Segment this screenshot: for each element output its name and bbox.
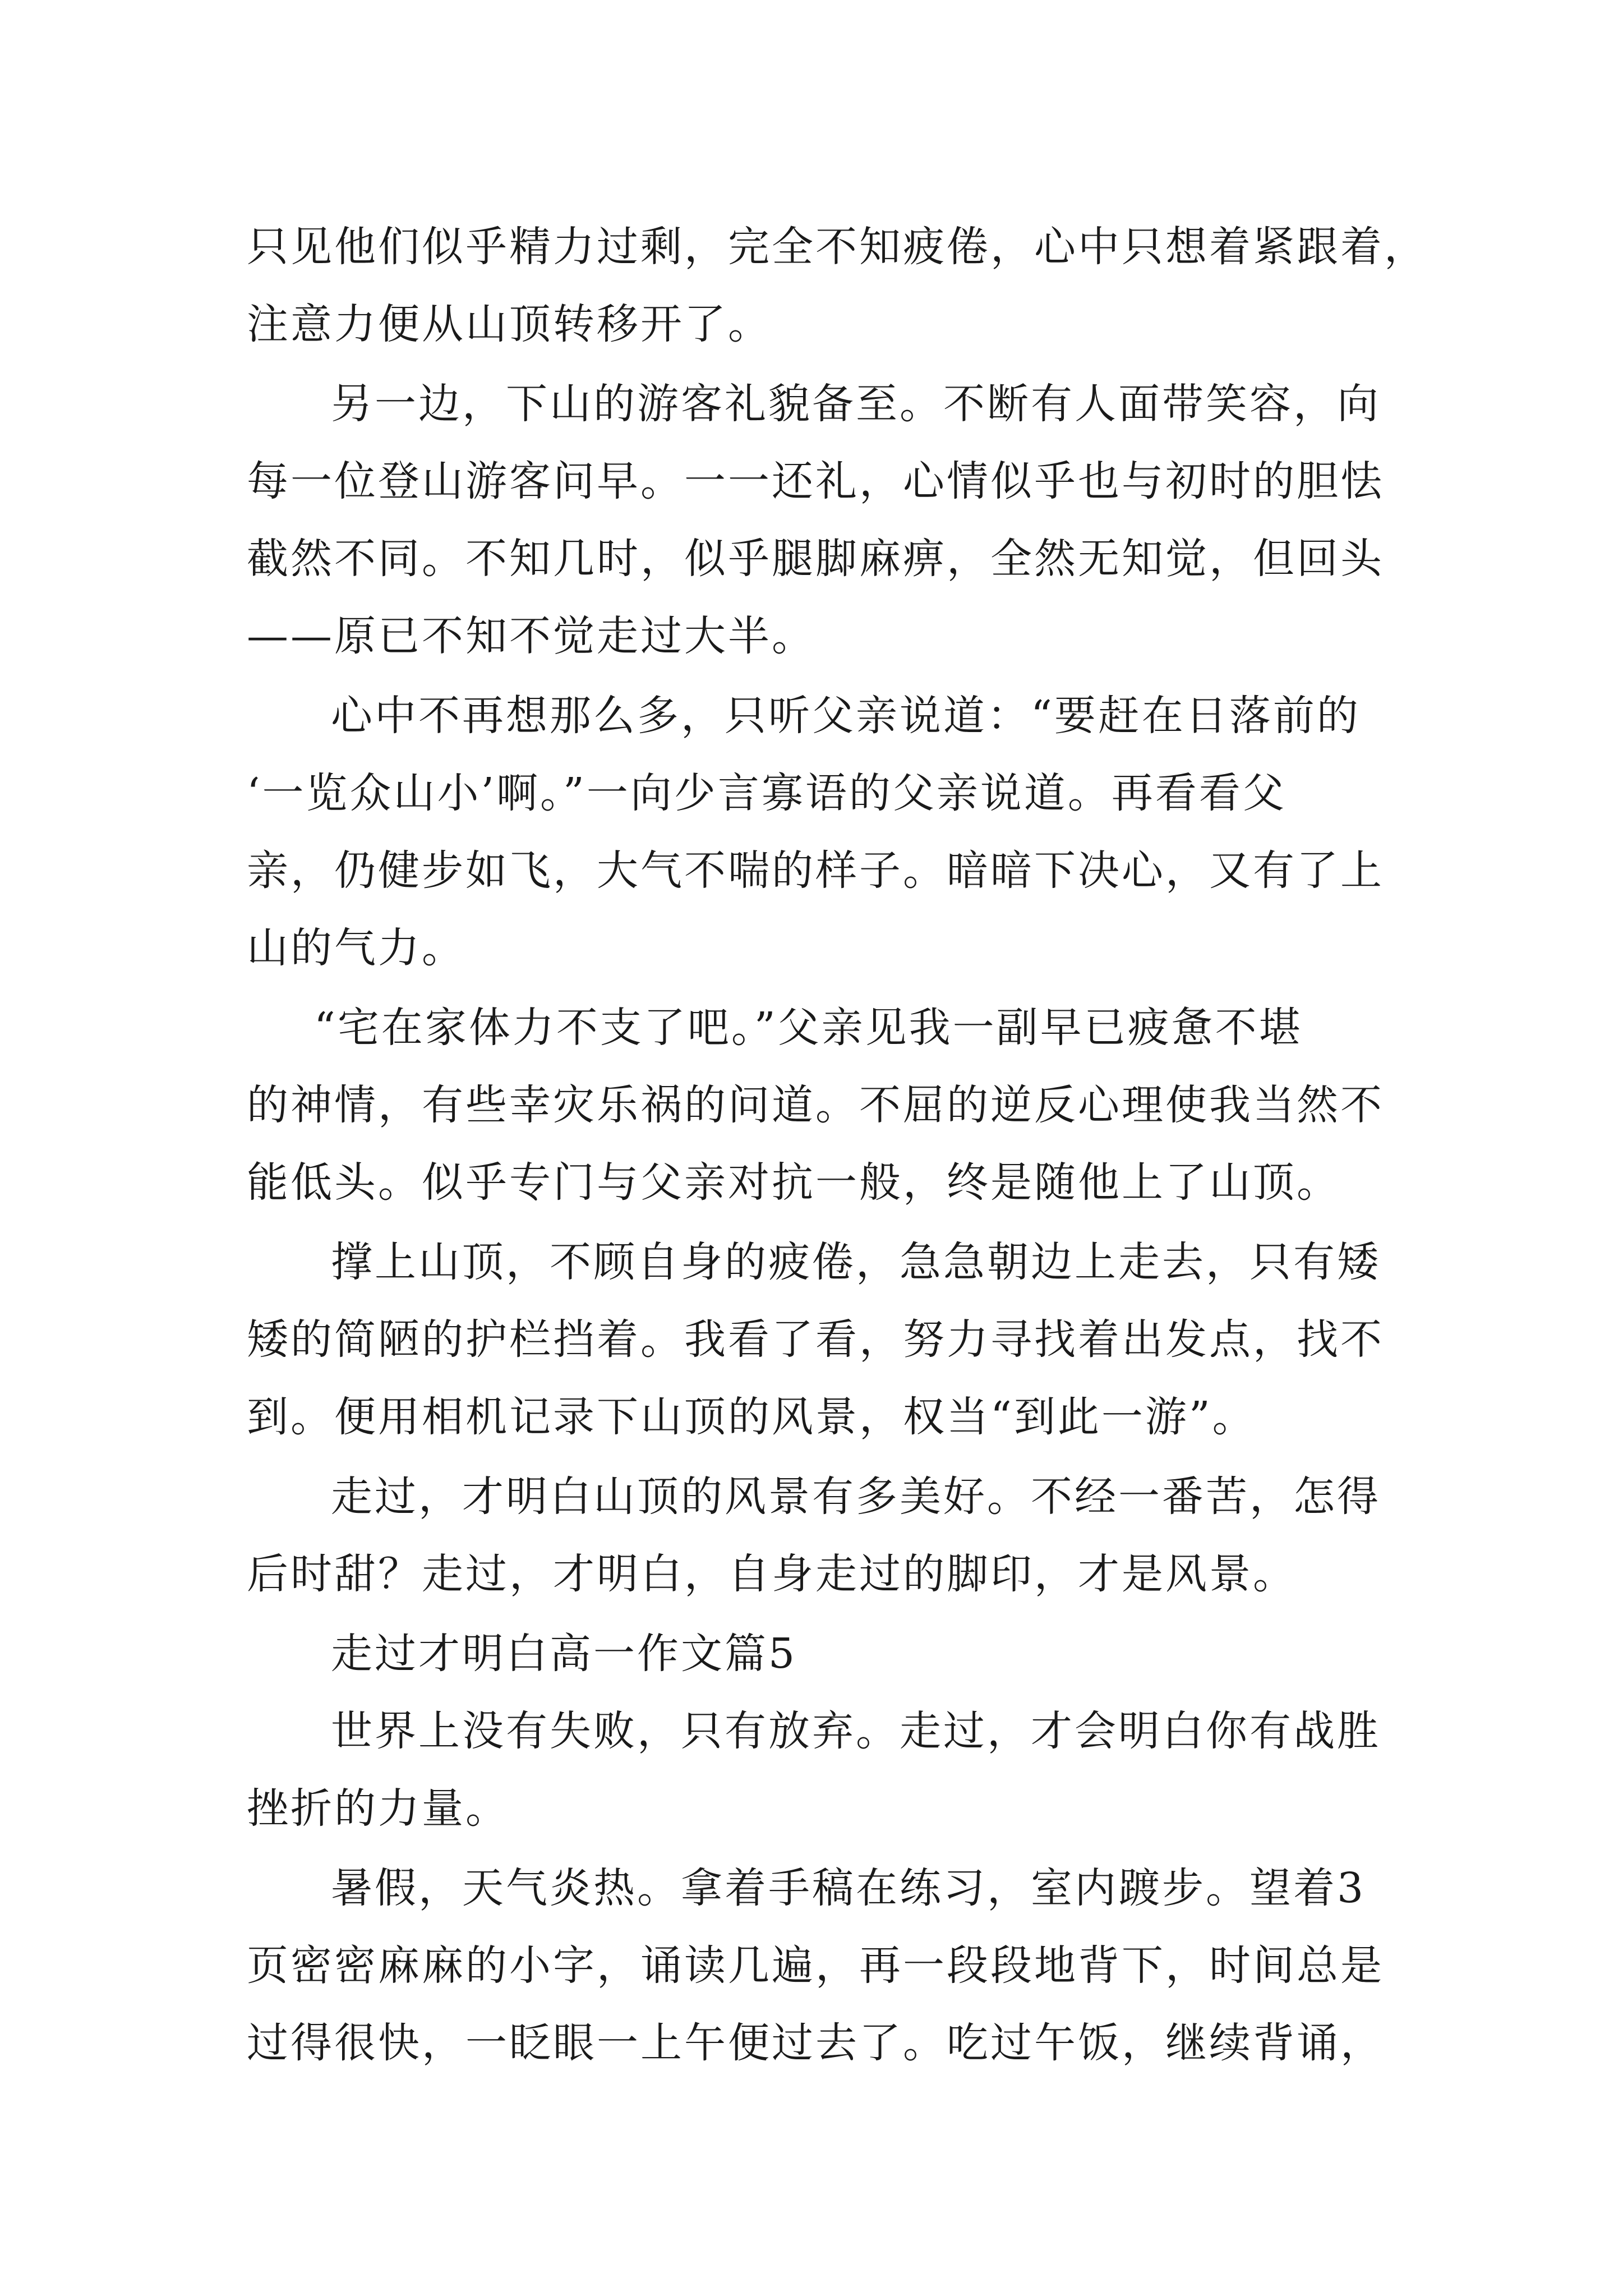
text-line: 心中不再想那么多，只听父亲说道：“要赶在日落前的 xyxy=(331,692,1361,740)
text-line: 每一位登山游客问早。一一还礼，心情似乎也与初时的胆怯 xyxy=(247,457,1384,505)
text-line: 只见他们似乎精力过剩，完全不知疲倦，心中只想着紧跟着， xyxy=(247,223,1428,271)
text-line: ——原已不知不觉走过大半。 xyxy=(247,612,815,660)
text-line: 后时甜？走过，才明白，自身走过的脚印，才是风景。 xyxy=(247,1550,1297,1598)
text-line: 暑假，天气炎热。拿着手稿在练习，室内踱步。望着3 xyxy=(331,1864,1366,1912)
text-line: “宅在家体力不支了吧。”父亲见我一副早已疲惫不堪 xyxy=(314,1004,1303,1052)
text-line: 注意力便从山顶转移开了。 xyxy=(247,300,772,348)
text-line: 矮的简陋的护栏挡着。我看了看，努力寻找着出发点，找不 xyxy=(247,1315,1384,1364)
text-line: 山的气力。 xyxy=(247,924,465,972)
text-line: 页密密麻麻的小字，诵读几遍，再一段段地背下，时间总是 xyxy=(247,1941,1384,1990)
text-line: 走过，才明白山顶的风景有多美好。不经一番苦，怎得 xyxy=(331,1473,1381,1521)
text-line: 亲，仍健步如飞，大气不喘的样子。暗暗下决心，又有了上 xyxy=(247,846,1384,895)
text-line: 过得很快，一眨眼一上午便过去了。吃过午饭，继续背诵， xyxy=(247,2019,1384,2067)
text-line: 到。便用相机记录下山顶的风景，权当“到此一游”。 xyxy=(247,1393,1256,1441)
text-line: 的神情，有些幸灾乐祸的问道。不屈的逆反心理使我当然不 xyxy=(247,1081,1384,1129)
text-line: 挫折的力量。 xyxy=(247,1784,509,1833)
section-heading: 走过才明白高一作文篇5 xyxy=(331,1630,797,1678)
text-line: 截然不同。不知几时，似乎腿脚麻痹，全然无知觉，但回头 xyxy=(247,535,1384,583)
text-line: 撑上山顶，不顾自身的疲倦，急急朝边上走去，只有矮 xyxy=(331,1238,1381,1286)
text-line: ‘一览众山小’啊。”一向少言寡语的父亲说道。再看看父 xyxy=(247,769,1287,817)
text-line: 世界上没有失败，只有放弃。走过，才会明白你有战胜 xyxy=(331,1707,1381,1755)
text-line: 另一边，下山的游客礼貌备至。不断有人面带笑容，向 xyxy=(331,380,1381,428)
text-line: 能低头。似乎专门与父亲对抗一般，终是随他上了山顶。 xyxy=(247,1158,1340,1207)
